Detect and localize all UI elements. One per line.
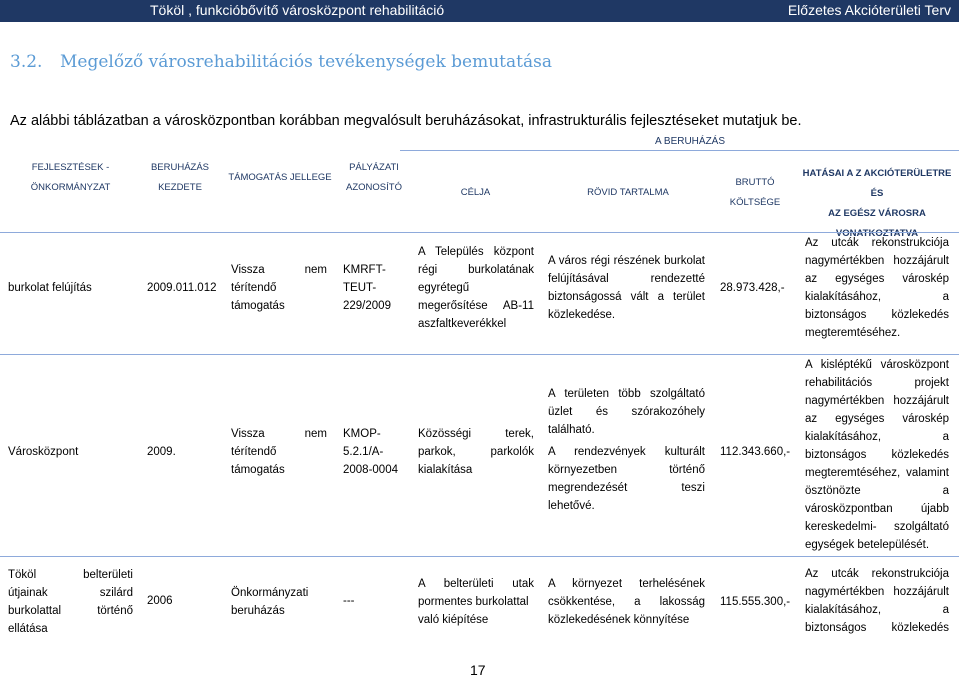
header-document-title: Tököl , funkcióbővítő városközpont rehabilitáció [150, 2, 445, 18]
col-header-tender-id: PÁLYÁZATI AZONOSÍTÓ [346, 162, 402, 193]
intro-paragraph: Az alábbi táblázatban a városközpontban korábban megvalósult beruházásokat, infrastrukturális fejlesztéseket mutatjuk be. [10, 113, 802, 129]
table-cell-support: Vissza nem térítendő támogatás [231, 428, 327, 476]
table-cell-name: Tököl belterületi útjainak szilárd burkolattal történő ellátása [8, 569, 133, 635]
table-cell-effect: Az utcák rekonstrukciója nagymértékben hozzájárult kialakításához, a biztonságos közlekedés [805, 568, 949, 634]
table-cell-support: Vissza nem térítendő támogatás [231, 264, 327, 312]
col-header-development: FEJLESZTÉSEK - ÖNKORMÁNYZAT [30, 162, 111, 193]
table-cell-goal: Közösségi terek, parkok, parkolók kialakítása [418, 428, 534, 476]
col-header-support-type: TÁMOGATÁS JELLEGE [228, 172, 332, 183]
table-cell-tender-id: KMOP- 5.2.1/A- 2008-0004 [343, 428, 398, 476]
col-header-gross-cost: BRUTTÓ KÖLTSÉGE [729, 177, 781, 208]
table-cell-effect: Az utcák rekonstrukciója nagymértékben hozzájárult az egységes városkép kialakításához, a biztonságos közlekedés megteremtéséhez. [805, 237, 949, 339]
col-header-start: BERUHÁZÁS KEZDETE [150, 162, 210, 193]
table-cell-support: Önkormányzati beruházás [231, 587, 309, 617]
section-heading [10, 52, 552, 72]
row-divider [0, 556, 959, 557]
section-title: Megelőző városrehabilitációs tevékenységek bemutatása [60, 52, 552, 72]
table-cell-goal: A belterületi utak pormentes burkolattal való kiépítése [418, 578, 534, 626]
col-header-goal: CÉLJA [460, 187, 491, 198]
table-cell-start: 2009.011.012 [147, 282, 217, 294]
col-header-effects: HATÁSAI A Z AKCIÓTERÜLETRE ÉS AZ EGÉSZ VÁROSRA VONATKOZTATVA [802, 168, 952, 239]
table-cell-name: burkolat felújítás [8, 282, 92, 294]
table-cell-content: A területen több szolgáltató üzlet és szórakozóhely található. A rendezvények kulturált környezetben történő megrendezését teszi lehetővé. [548, 388, 705, 512]
header-divider [0, 232, 959, 233]
table-cell-start: 2006 [147, 595, 173, 607]
header-document-type: Előzetes Akcióterületi Terv [787, 2, 951, 18]
table-cell-content: A város régi részének burkolat felújításával rendezetté biztonságossá vált a terület közlekedése. [548, 255, 705, 321]
table-cell-start: 2009. [147, 446, 176, 458]
table-cell-name: Városközpont [8, 446, 79, 458]
page-header [0, 0, 959, 22]
row-divider [0, 354, 959, 355]
table-cell-cost: 112.343.660,- [720, 446, 791, 458]
table-cell-cost: 28.973.428,- [720, 282, 785, 294]
table-cell-content: A környezet terhelésének csökkentése, a lakosság közlekedésének könnyítése [548, 578, 705, 626]
table-cell-cost: 115.555.300,- [720, 596, 791, 608]
group-divider [400, 150, 959, 151]
table-cell-tender-id: KMRFT- TEUT- 229/2009 [343, 264, 391, 312]
table-cell-tender-id: --- [343, 595, 355, 607]
col-header-content: RÖVID TARTALMA [587, 187, 669, 198]
table-cell-goal: A Település központ régi burkolatának egyrétegű megerősítése AB-11 aszfaltkeverékkel [418, 246, 534, 330]
table-group-label: A BERUHÁZÁS [655, 136, 726, 147]
table-cell-effect: A kisléptékű városközpont rehabilitációs projekt nagymértékben hozzájárult az egységes városkép kialakításához, a biztonságos közlekedés megteremtéséhez, valamint ösztönözte a városközpontban újabb kereskedelmi- szolgáltató egységek betelepülését. [805, 359, 949, 551]
page-number: 17 [470, 662, 486, 678]
section-number: 3.2. [10, 52, 43, 72]
